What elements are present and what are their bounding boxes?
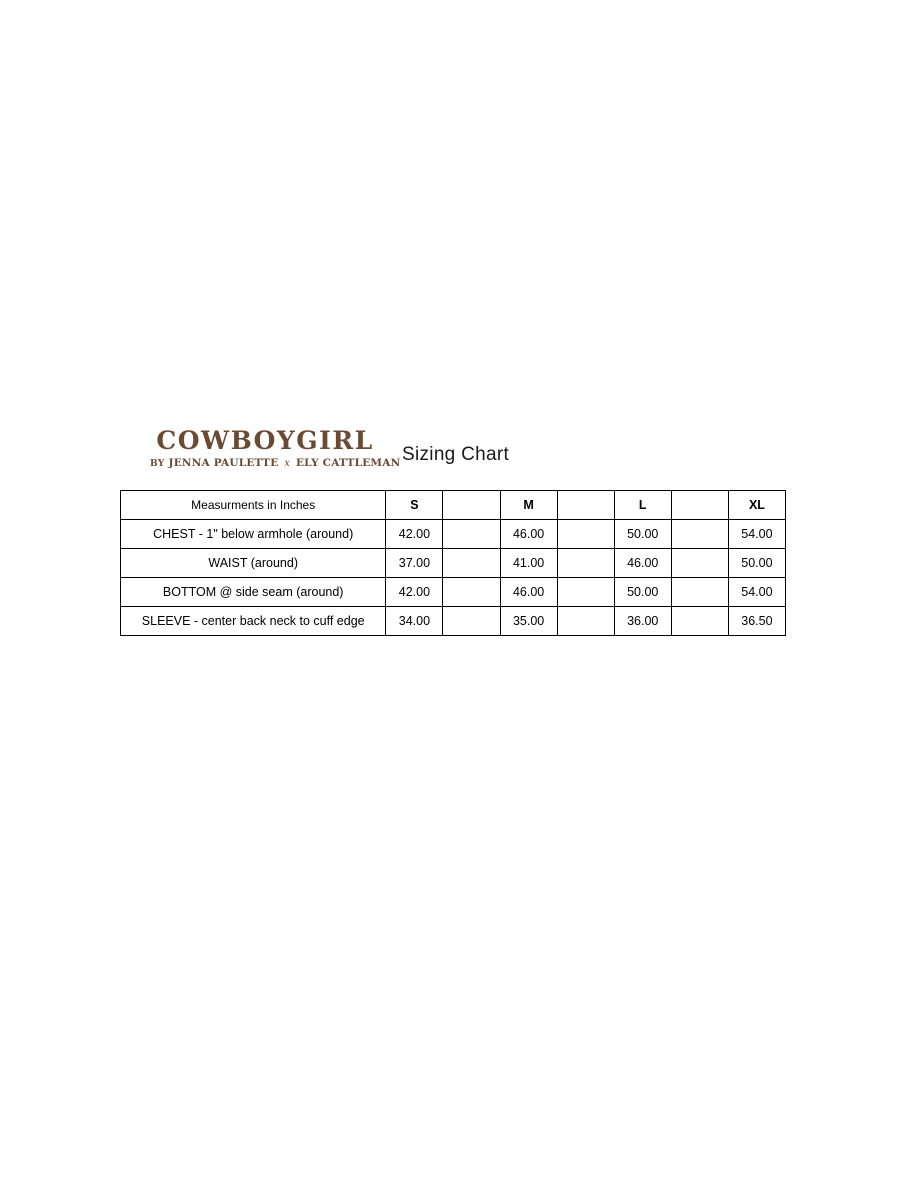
sizing-table [120, 490, 786, 636]
sleeve-spacer-3 [671, 607, 728, 636]
chest-l-value: 50.00 [614, 520, 671, 549]
table-row [121, 578, 786, 607]
page-title: Sizing Chart [402, 444, 510, 465]
sizing-table-container [120, 490, 786, 636]
brand-collab-mark: x [284, 458, 291, 470]
header-measurements-label: Measurments in Inches [121, 491, 386, 520]
row-label-sleeve: SLEEVE - center back neck to cuff edge [121, 607, 386, 636]
chest-m-value: 46.00 [500, 520, 557, 549]
sleeve-spacer-1 [443, 607, 500, 636]
sleeve-s-value: 34.00 [386, 607, 443, 636]
table-row [121, 549, 786, 578]
sleeve-m-value: 35.00 [500, 607, 557, 636]
table-row [121, 520, 786, 549]
table-row [121, 607, 786, 636]
waist-xl-value: 50.00 [728, 549, 785, 578]
chest-spacer-2 [557, 520, 614, 549]
waist-m-value: 41.00 [500, 549, 557, 578]
bottom-s-value: 42.00 [386, 578, 443, 607]
bottom-spacer-3 [671, 578, 728, 607]
row-label-chest: CHEST - 1" below armhole (around) [121, 520, 386, 549]
brand-subtitle [150, 457, 401, 470]
chest-xl-value: 54.00 [728, 520, 785, 549]
header-size-s: S [386, 491, 443, 520]
header-spacer-1 [443, 491, 500, 520]
sleeve-xl-value: 36.50 [728, 607, 785, 636]
header-size-xl: XL [728, 491, 785, 520]
header-spacer-2 [557, 491, 614, 520]
waist-spacer-2 [557, 549, 614, 578]
bottom-spacer-2 [557, 578, 614, 607]
header-spacer-3 [671, 491, 728, 520]
waist-s-value: 37.00 [386, 549, 443, 578]
bottom-xl-value: 54.00 [728, 578, 785, 607]
waist-l-value: 46.00 [614, 549, 671, 578]
sleeve-l-value: 36.00 [614, 607, 671, 636]
header-size-l: L [614, 491, 671, 520]
sleeve-spacer-2 [557, 607, 614, 636]
row-label-bottom: BOTTOM @ side seam (around) [121, 578, 386, 607]
bottom-spacer-1 [443, 578, 500, 607]
header-size-m: M [500, 491, 557, 520]
brand-logo [150, 426, 401, 470]
chest-spacer-3 [671, 520, 728, 549]
waist-spacer-1 [443, 549, 500, 578]
brand-name: COWBOYGIRL [156, 426, 374, 455]
bottom-m-value: 46.00 [500, 578, 557, 607]
chest-s-value: 42.00 [386, 520, 443, 549]
waist-spacer-3 [671, 549, 728, 578]
table-header-row [121, 491, 786, 520]
row-label-waist: WAIST (around) [121, 549, 386, 578]
chest-spacer-1 [443, 520, 500, 549]
brand-designer: JENNA PAULETTE [168, 457, 279, 470]
brand-partner: ELY CATTLEMAN [295, 457, 401, 470]
bottom-l-value: 50.00 [614, 578, 671, 607]
brand-by-word: BY [150, 459, 165, 470]
